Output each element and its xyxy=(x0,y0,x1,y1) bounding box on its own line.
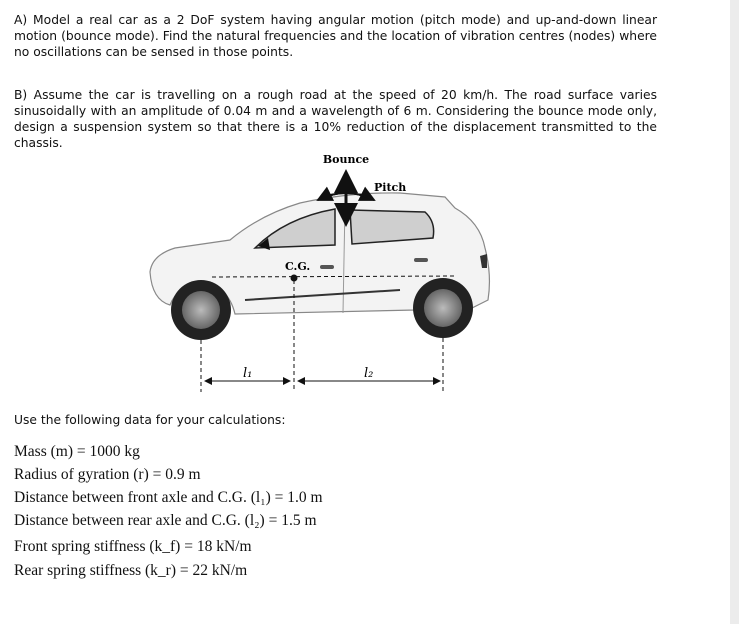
data-kr: Rear spring stiffness (k_r) = 22 kN/m xyxy=(14,562,248,579)
data-kf: Front spring stiffness (k_f) = 18 kN/m xyxy=(14,538,252,555)
l1-label: l₁ xyxy=(243,366,253,381)
pitch-label: Pitch xyxy=(374,181,407,194)
data-mass: Mass (m) = 1000 kg xyxy=(14,443,140,460)
data-gyration: Radius of gyration (r) = 0.9 m xyxy=(14,466,201,483)
scrollbar[interactable] xyxy=(730,0,739,624)
data-l2: Distance between rear axle and C.G. (l₂) = 1.5 m xyxy=(14,512,317,529)
l2-label: l₂ xyxy=(364,366,374,381)
front-wheel xyxy=(171,280,231,340)
part-a-text: A) Model a real car as a 2 DoF system having angular motion (pitch mode) and up-and-down linear motion (bounce mode). Find the natural frequencies and the location of vibration centres (nodes) where no oscillations can be sensed in those points. xyxy=(14,13,657,59)
cg-label: C.G. xyxy=(285,260,311,273)
bounce-label: Bounce xyxy=(322,153,370,166)
data-intro: Use the following data for your calculations: xyxy=(14,413,286,427)
part-b-text: B) Assume the car is travelling on a rough road at the speed of 20 km/h. The road surface varies sinusoidally with an amplitude of 0.04 m and a wavelength of 6 m. Considering the bounce mode only, design a suspension system so that there is a 10% reduction of the displacement transmitted to the chassis. xyxy=(14,88,657,150)
data-l1: Distance between front axle and C.G. (l₁) = 1.0 m xyxy=(14,489,323,506)
rear-wheel xyxy=(413,278,473,338)
